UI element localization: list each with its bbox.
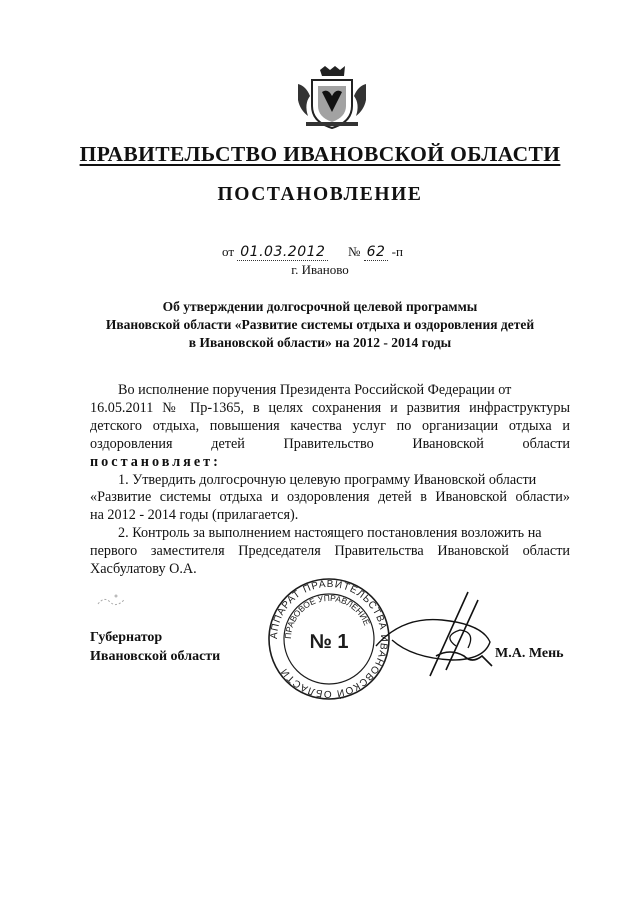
body-line: Во исполнение поручения Президента Российской Федерации от	[118, 382, 512, 398]
document-subject	[70, 298, 570, 352]
body-line: 1. Утвердить долгосрочную целевую программу Ивановской области	[118, 471, 537, 488]
document-type: ПОСТАНОВЛЕНИЕ	[217, 184, 423, 205]
city: г. Иваново	[291, 262, 349, 277]
body-line: 16.05.2011 № Пр-1365, в целях сохранения и развития инфраструктуры	[90, 399, 570, 416]
date-number-line	[222, 244, 403, 261]
decree-word: постановляет:	[90, 453, 221, 470]
government-title: ПРАВИТЕЛЬСТВО ИВАНОВСКОЙ ОБЛАСТИ	[79, 142, 561, 166]
handwritten-signature	[372, 586, 500, 682]
subject-line: Ивановской области «Развитие системы отдыха и оздоровления детей	[105, 317, 535, 332]
position-line: Ивановской области	[90, 649, 221, 664]
signatory-position	[90, 628, 220, 666]
smudge-mark	[94, 590, 134, 612]
body-line: «Развитие системы отдыха и оздоровления детей в Ивановской области»	[90, 489, 570, 506]
number-sign: №	[347, 244, 361, 259]
coat-of-arms-icon	[292, 66, 372, 130]
document-body	[90, 382, 570, 579]
position-line: Губернатор	[90, 630, 163, 645]
signatory-name: М.А. Мень	[495, 646, 564, 661]
stamp-inner-text: ПРАВОВОЕ УПРАВЛЕНИЕ	[282, 592, 373, 640]
date-prefix: от	[222, 244, 235, 259]
stamp-outer-text: АППАРАТ ПРАВИТЕЛЬСТВА ИВАНОВСКОЙ ОБЛАСТИ	[268, 578, 390, 700]
body-line: детского отдыха, повышения качества услуг по организации отдыха и	[90, 417, 570, 434]
subject-line: в Ивановской области» на 2012 - 2014 годы	[188, 335, 452, 350]
stamp-number: № 1	[309, 631, 349, 653]
body-line: первого заместителя Председателя Правительства Ивановской области	[90, 543, 570, 560]
document-date: 01.03.2012	[237, 244, 328, 261]
body-line: оздоровления детей Правительство Ивановской области	[90, 435, 570, 452]
body-line: Хасбулатову О.А.	[90, 561, 197, 578]
body-line: 2. Контроль за выполнением настоящего постановления возложить на	[118, 525, 542, 542]
number-suffix: -п	[391, 244, 403, 259]
subject-line: Об утверждении долгосрочной целевой программы	[162, 299, 478, 314]
body-line: на 2012 - 2014 годы (прилагается).	[90, 507, 299, 524]
document-number: 62	[364, 244, 389, 261]
